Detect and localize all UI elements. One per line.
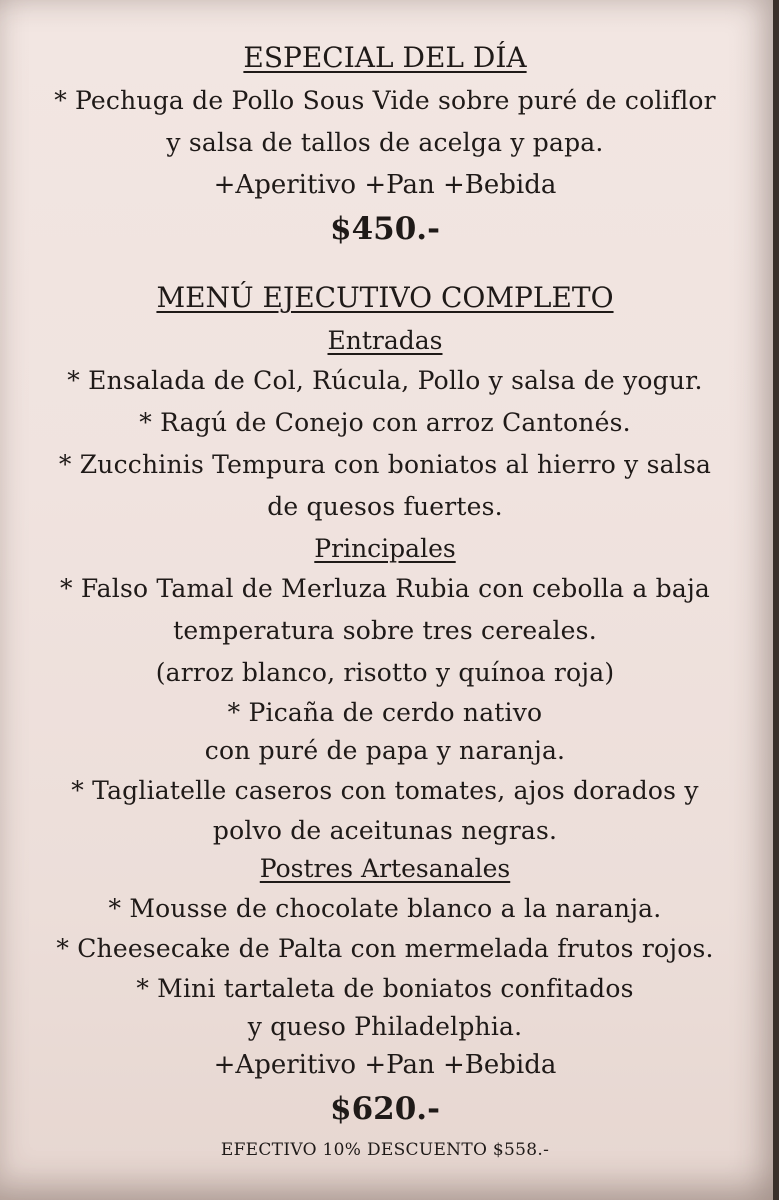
entradas-line: * Zucchinis Tempura con boniatos al hierro y salsa <box>58 450 712 479</box>
especial-heading: ESPECIAL DEL DÍA <box>243 41 527 74</box>
principales-line: * Picaña de cerdo nativo <box>227 698 543 727</box>
entradas-line: de quesos fuertes. <box>267 492 503 521</box>
cash-discount-note: EFECTIVO 10% DESCUENTO $558.- <box>220 1140 550 1160</box>
principales-line: * Falso Tamal de Merluza Rubia con cebolla a baja <box>59 574 710 603</box>
postres-line: * Cheesecake de Palta con mermelada frutos rojos. <box>56 934 714 963</box>
postres-line: * Mousse de chocolate blanco a la naranja. <box>108 894 662 923</box>
especial-line: * Pechuga de Pollo Sous Vide sobre puré de coliflor <box>54 86 716 115</box>
postres-line: y queso Philadelphia. <box>247 1012 523 1041</box>
especial-line: y salsa de tallos de acelga y papa. <box>166 128 604 157</box>
principales-line: * Tagliatelle caseros con tomates, ajos dorados y <box>71 776 699 805</box>
postres-line: * Mini tartaleta de boniatos confitados <box>136 974 634 1003</box>
page-edge-shadow <box>773 0 779 1200</box>
entradas-line: * Ragú de Conejo con arroz Cantonés. <box>139 408 631 437</box>
principales-heading: Principales <box>314 534 456 563</box>
especial-price: $450.- <box>330 211 440 247</box>
entradas-line: * Ensalada de Col, Rúcula, Pollo y salsa de yogur. <box>67 366 703 395</box>
ejecutivo-extras: +Aperitivo +Pan +Bebida <box>213 1050 557 1080</box>
ejecutivo-price: $620.- <box>330 1091 440 1127</box>
principales-line: temperatura sobre tres cereales. <box>173 616 597 645</box>
postres-heading: Postres Artesanales <box>259 854 511 883</box>
principales-line: con puré de papa y naranja. <box>204 736 566 765</box>
entradas-heading: Entradas <box>327 326 443 355</box>
especial-extras: +Aperitivo +Pan +Bebida <box>213 170 557 200</box>
principales-line: (arroz blanco, risotto y quínoa roja) <box>155 658 615 687</box>
ejecutivo-heading: MENÚ EJECUTIVO COMPLETO <box>156 281 614 314</box>
principales-line: polvo de aceitunas negras. <box>212 816 558 845</box>
